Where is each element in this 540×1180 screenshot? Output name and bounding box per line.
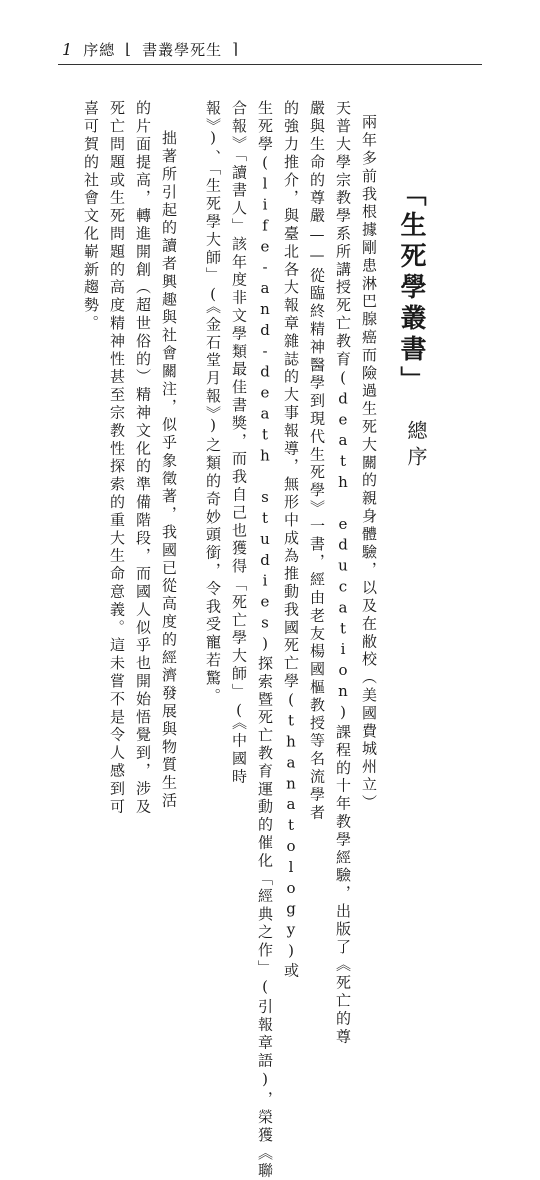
page-number: 1 xyxy=(62,39,74,59)
document-subtitle: 總序 xyxy=(404,420,428,472)
body-column: 拙著所引起的讀者興趣與社會關注，似乎象徵著，我國已從高度的經濟發展與物質生活 xyxy=(160,130,178,811)
body-column: 的片面提高，轉進開創（超世俗的）精神文化的準備階段，而國人似乎也開始悟覺到，涉及 xyxy=(134,100,152,816)
running-header xyxy=(62,36,239,62)
series-name: 書叢學死生 xyxy=(142,40,223,59)
body-column: 天普大學宗教學系所講授死亡教育(death education)課程的十年教學經驗，出版了《死亡的尊 xyxy=(334,100,352,1046)
body-column: 報》)、「生死學大師」(《金石堂月報》)之類的奇妙頭銜，令我受寵若驚。 xyxy=(204,100,222,706)
body-column: 生死學(life-and-death studies)探索暨死亡教育運動的催化「經典之作」(引報章語)，榮獲《聯 xyxy=(256,100,274,1180)
running-title: 序總 xyxy=(83,40,116,59)
document-title: 「生死學叢書」 xyxy=(396,180,426,397)
body-column: 的強力推介，與臺北各大報章雜誌的大事報導，無形中成為推動我國死亡學(thanatology)或 xyxy=(282,100,300,981)
body-column: 合報》「讀書人」該年度非文學類最佳書獎，而我自己也獲得「死亡學大師」(《中國時 xyxy=(230,100,248,787)
body-column: 嚴與生命的尊嚴——從臨終精神醫學到現代生死學》一書，經由老友楊國樞教授等名流學者 xyxy=(308,100,326,822)
body-column: 死亡問題或生死問題的高度精神性甚至宗教性探索的重大生命意義。這未嘗不是令人感到可 xyxy=(108,100,126,816)
bracket-right: ⌉ xyxy=(232,40,239,58)
bracket-left: ⌊ xyxy=(125,40,133,58)
body-column: 喜可賀的社會文化嶄新趨勢。 xyxy=(82,100,100,333)
header-rule xyxy=(58,64,482,65)
body-column: 兩年多前我根據剛患淋巴腺癌而險過生死大關的親身體驗，以及在敝校（美國費城州立） xyxy=(360,114,378,813)
